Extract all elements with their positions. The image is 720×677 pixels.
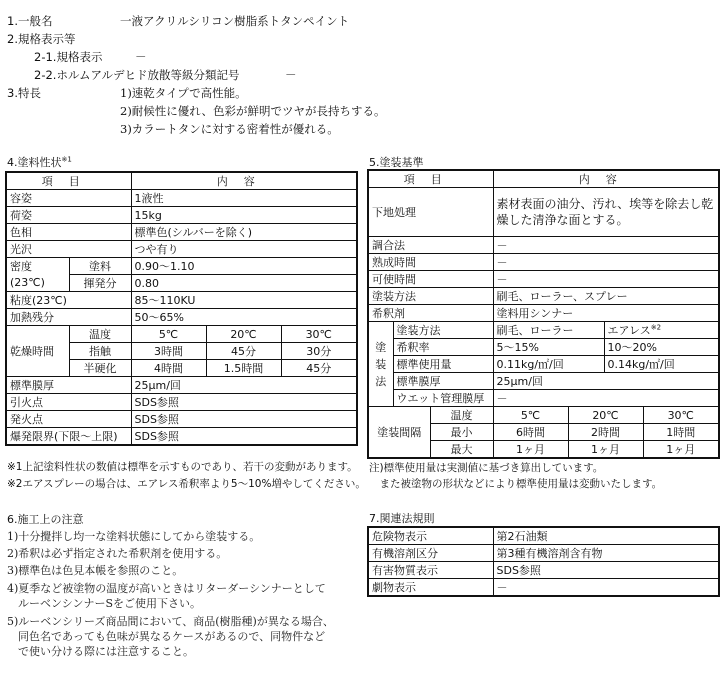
table-header-row xyxy=(368,170,719,188)
row-sublabel: 揮発分 xyxy=(69,275,131,292)
paint-properties-title: 4.塗料性状$^{※1}$ xyxy=(7,155,72,169)
row-value: 0.80 xyxy=(131,275,357,292)
table-row xyxy=(6,377,357,394)
table-row xyxy=(368,188,719,237)
table-row xyxy=(368,390,719,407)
footnote: ※1上記塗料性状の数値は標準を示すものであり、若干の変動があります。 xyxy=(7,461,358,473)
table-row xyxy=(368,237,719,254)
table-row xyxy=(368,579,719,597)
table-row xyxy=(368,545,719,562)
formaldehyde-value: － xyxy=(285,68,297,82)
table-row xyxy=(368,288,719,305)
table-row xyxy=(368,356,719,373)
cell: 0.11kg/㎡/回 xyxy=(493,356,604,373)
row-label: 下地処理 xyxy=(368,188,493,237)
precautions-title: 6.施工上の注意 xyxy=(7,513,84,526)
row-label: 熟成時間 xyxy=(368,254,493,271)
table-header-row xyxy=(6,172,357,190)
precaution-item: 1)十分攪拌し均一な塗料状態にしてから塗装する。 xyxy=(7,530,261,543)
row-value: － xyxy=(493,579,719,597)
header-content: 内容 xyxy=(131,172,357,190)
table-row xyxy=(368,562,719,579)
row-sublabel: 最小 xyxy=(430,424,493,441)
table-row xyxy=(368,407,719,424)
row-value: つや有り xyxy=(131,241,357,258)
table-row xyxy=(368,322,719,339)
general-name-value: 一液アクリルシリコン樹脂系トタンペイント xyxy=(120,14,350,28)
precaution-item: 5)ルーベンシリーズ商品間において、商品(樹脂種)が異なる場合、 xyxy=(7,615,334,628)
cell: 45分 xyxy=(206,343,281,360)
paint-properties-table xyxy=(5,171,358,446)
row-label: 引火点 xyxy=(6,394,131,411)
row-value: － xyxy=(493,237,719,254)
row-label: 爆発限界(下限～上限) xyxy=(6,428,131,446)
precaution-item: 3)標準色は色見本帳を参照のこと。 xyxy=(7,564,184,577)
table-row xyxy=(6,241,357,258)
row-value: 第2石油類 xyxy=(493,527,719,545)
feature-item: 2)耐候性に優れ、色彩が鮮明でツヤが長持ちする。 xyxy=(120,104,386,118)
row-label: ウエット管理膜厚 xyxy=(393,390,493,407)
row-label: 容姿 xyxy=(6,190,131,207)
cell: 20℃ xyxy=(206,326,281,343)
cell: 30℃ xyxy=(281,326,357,343)
feature-item: 1)速乾タイプで高性能。 xyxy=(120,86,247,100)
table-row xyxy=(368,271,719,288)
row-value: － xyxy=(493,271,719,288)
coating-standard-title: 5.塗装基準 xyxy=(369,156,424,169)
cell: 25μm/回 xyxy=(493,373,719,390)
row-value: 50～65% xyxy=(131,309,357,326)
row-label: 加熱残分 xyxy=(6,309,131,326)
precaution-item: 同色名であっても色味が異なるケースがあるので、同物件など xyxy=(7,630,326,643)
row-value: 15kg xyxy=(131,207,357,224)
cell: 30℃ xyxy=(643,407,719,424)
precaution-item: 2)希釈は必ず指定された希釈剤を使用する。 xyxy=(7,547,228,560)
density-label: 密度 (23℃) xyxy=(6,258,69,292)
row-value: SDS参照 xyxy=(131,411,357,428)
footnote: ※2エアスプレーの場合は、エアレス希釈率より5～10%増やしてください。 xyxy=(7,478,366,490)
cell: 2時間 xyxy=(568,424,643,441)
cell: 10～20% xyxy=(604,339,719,356)
cell: 1ヶ月 xyxy=(493,441,568,459)
general-name-label: 1.一般名 xyxy=(7,14,53,28)
header-item: 項目 xyxy=(6,172,131,190)
cell: 5℃ xyxy=(493,407,568,424)
table-row xyxy=(6,309,357,326)
table-row xyxy=(368,339,719,356)
row-label: 標準膜厚 xyxy=(6,377,131,394)
drying-time-label: 乾燥時間 xyxy=(6,326,69,377)
row-label: 標準使用量 xyxy=(393,356,493,373)
table-row xyxy=(6,394,357,411)
precaution-item: 4)夏季など被塗物の温度が高いときはリターダーシンナーとして xyxy=(7,582,326,595)
features-label: 3.特長 xyxy=(7,86,41,100)
cell: エアレス$^{※2}$ xyxy=(604,322,719,339)
table-row xyxy=(368,254,719,271)
row-label: 希釈剤 xyxy=(368,305,493,322)
cell: 5℃ xyxy=(131,326,206,343)
row-value: 85～110KU xyxy=(131,292,357,309)
row-sublabel: 最大 xyxy=(430,441,493,459)
cell: 6時間 xyxy=(493,424,568,441)
cell: － xyxy=(493,390,719,407)
table-row xyxy=(368,527,719,545)
row-value: 標準色(シルバーを除く) xyxy=(131,224,357,241)
cell: 0.14kg/㎡/回 xyxy=(604,356,719,373)
formaldehyde-label: 2-2.ホルムアルデヒド放散等級分類記号 xyxy=(34,68,240,82)
table-row xyxy=(6,411,357,428)
row-label: 粘度(23℃) xyxy=(6,292,131,309)
standard-label: 2.規格表示等 xyxy=(7,32,76,46)
row-value: 第3種有機溶剤含有物 xyxy=(493,545,719,562)
table-row xyxy=(368,305,719,322)
row-label: 塗装方法 xyxy=(368,288,493,305)
row-sublabel: 温度 xyxy=(430,407,493,424)
row-value: 25μm/回 xyxy=(131,377,357,394)
table-row xyxy=(6,224,357,241)
row-label: 荷姿 xyxy=(6,207,131,224)
coating-standard-table xyxy=(367,169,720,459)
row-sublabel: 塗料 xyxy=(69,258,131,275)
row-label: 有害物質表示 xyxy=(368,562,493,579)
row-label: 光沢 xyxy=(6,241,131,258)
cell: 1時間 xyxy=(643,424,719,441)
row-label: 色相 xyxy=(6,224,131,241)
interval-label: 塗装間隔 xyxy=(368,407,430,459)
cell: 1ヶ月 xyxy=(643,441,719,459)
cell: 1.5時間 xyxy=(206,360,281,377)
row-label: 調合法 xyxy=(368,237,493,254)
row-label: 標準膜厚 xyxy=(393,373,493,390)
table-row xyxy=(6,258,357,275)
coating-note: また被塗物の形状などにより標準使用量は変動いたします。 xyxy=(369,478,663,490)
row-label: 希釈率 xyxy=(393,339,493,356)
cell: 1ヶ月 xyxy=(568,441,643,459)
cell: 30分 xyxy=(281,343,357,360)
row-value: 刷毛、ローラー、スプレー xyxy=(493,288,719,305)
row-value: 塗料用シンナー xyxy=(493,305,719,322)
table-row xyxy=(6,190,357,207)
row-value: SDS参照 xyxy=(131,428,357,446)
row-value: SDS参照 xyxy=(493,562,719,579)
header-item: 項目 xyxy=(368,170,493,188)
row-value: 1液性 xyxy=(131,190,357,207)
row-label: 発火点 xyxy=(6,411,131,428)
cell: 5～15% xyxy=(493,339,604,356)
table-row xyxy=(6,292,357,309)
row-label: 危険物表示 xyxy=(368,527,493,545)
row-sublabel: 半硬化 xyxy=(69,360,131,377)
table-row xyxy=(368,373,719,390)
row-sublabel: 温度 xyxy=(69,326,131,343)
cell: 3時間 xyxy=(131,343,206,360)
cell: 刷毛、ローラー xyxy=(493,322,604,339)
coating-note: 注)標準使用量は実測値に基づき算出しています。 xyxy=(369,462,604,474)
application-group-label: 塗装法 xyxy=(368,322,393,407)
row-label: 有機溶剤区分 xyxy=(368,545,493,562)
regulations-title: 7.関連法規則 xyxy=(369,512,435,525)
feature-item: 3)カラートタンに対する密着性が優れる。 xyxy=(120,122,339,136)
row-value: SDS参照 xyxy=(131,394,357,411)
regulations-table xyxy=(367,526,720,597)
precaution-item: で使い分ける際には注意すること。 xyxy=(7,645,194,658)
precaution-item: ルーベンシンナーSをご使用下さい。 xyxy=(7,597,201,610)
row-label: 可使時間 xyxy=(368,271,493,288)
row-label: 劇物表示 xyxy=(368,579,493,597)
row-sublabel: 指触 xyxy=(69,343,131,360)
cell: 20℃ xyxy=(568,407,643,424)
row-value: 素材表面の油分、汚れ、埃等を除去し乾燥した清浄な面とする。 xyxy=(493,188,719,237)
header-content: 内容 xyxy=(493,170,719,188)
cell: 45分 xyxy=(281,360,357,377)
row-label: 塗装方法 xyxy=(393,322,493,339)
row-value: 0.90～1.10 xyxy=(131,258,357,275)
standard-display-value: － xyxy=(135,50,147,64)
table-row xyxy=(6,326,357,343)
table-row xyxy=(6,207,357,224)
table-row xyxy=(6,428,357,446)
row-value: － xyxy=(493,254,719,271)
standard-display-label: 2-1.規格表示 xyxy=(34,50,103,64)
cell: 4時間 xyxy=(131,360,206,377)
